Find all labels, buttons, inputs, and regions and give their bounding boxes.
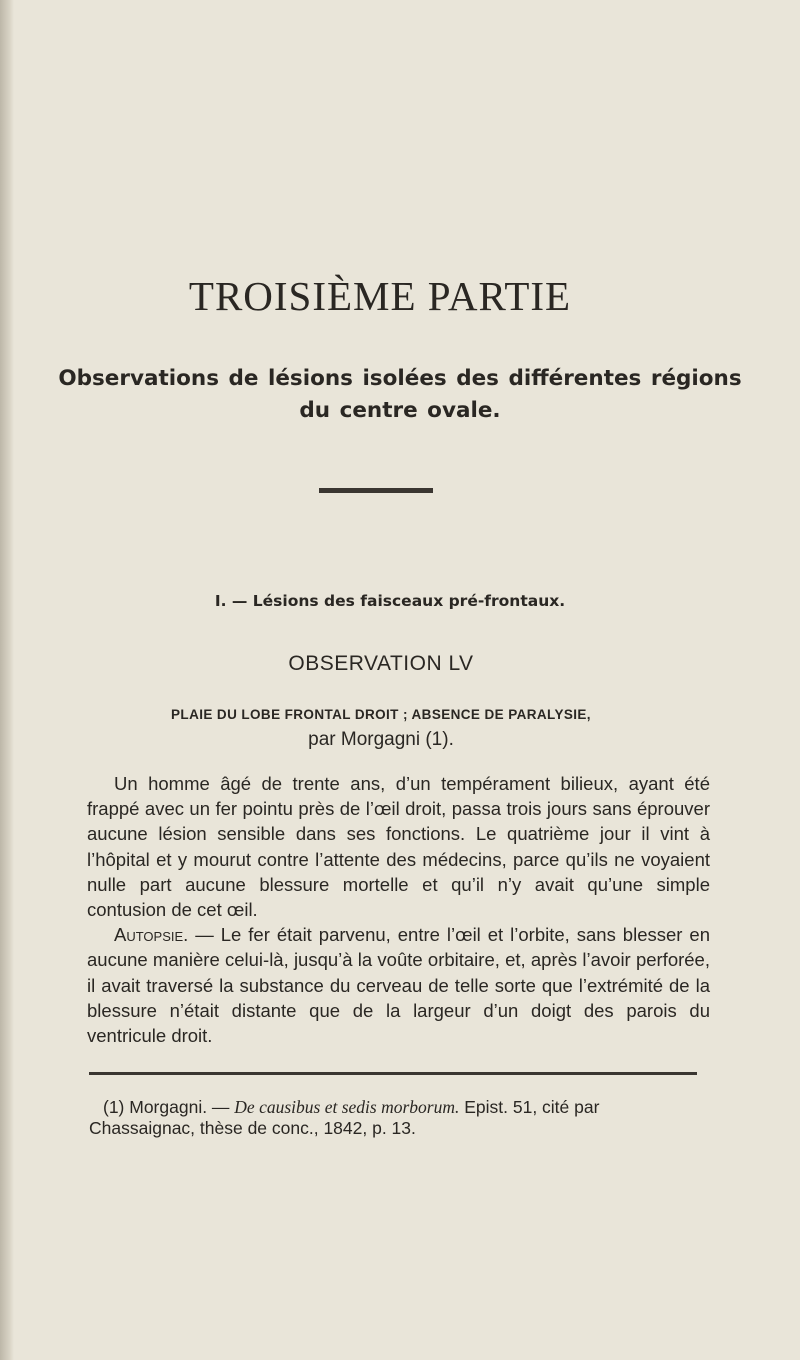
decorative-rule (319, 488, 433, 493)
body-paragraph: Un homme âgé de trente ans, d’un tempérament bilieux, ayant été frappé avec un fer pointu près de l’œil droit, passa trois jours sans éprouver aucune lésion sensible dans ses fonctions. Le quatrième jour il vint à l’hôpital et y mourut contre l’attente des médecins, parce qu’ils ne voyaient nulle part aucune blessure mortelle et qu’il n’y avait qu’une simple contusion de cet œil. (87, 773, 710, 921)
footnote-suffix: Epist. 51, cité par Chassaignac, thèse de conc., 1842, p. 13. (89, 1097, 600, 1138)
footnote-title: De causibus et sedis morborum. (234, 1097, 460, 1117)
observation-body (87, 771, 710, 1048)
part-title: TROISIÈME PARTIE (188, 273, 572, 319)
observation-caption: PLAIE DU LOBE FRONTAL DROIT ; ABSENCE DE PARALYSIE, (171, 707, 591, 722)
chapter-subtitle: Observations de lésions isolées des différentes régions du centre ovale. (58, 366, 742, 423)
footnote-rule (89, 1072, 697, 1075)
section-heading: I. — Lésions des faisceaux pré-frontaux. (214, 592, 566, 610)
observation-title: OBSERVATION LV (288, 652, 474, 675)
footnote (89, 1097, 709, 1139)
autopsy-text: — Le fer était parvenu, entre l’œil et l’orbite, sans blesser en aucune manière celui-là, jusqu’à la voûte orbitaire, et, après l’avoir perforée, il avait traversé la substance du cerveau de telle sorte que l’extrémité de la blessure n’était distante que de la largeur d’un doigt des parois du ventricule droit. (87, 924, 710, 1047)
autopsy-label: Autopsie. (114, 924, 189, 946)
observation-author: par Morgagni (1). (308, 729, 454, 750)
footnote-prefix: (1) Morgagni. — (103, 1097, 235, 1117)
book-spine-edge (0, 0, 14, 1360)
body-paragraph (87, 922, 710, 1048)
